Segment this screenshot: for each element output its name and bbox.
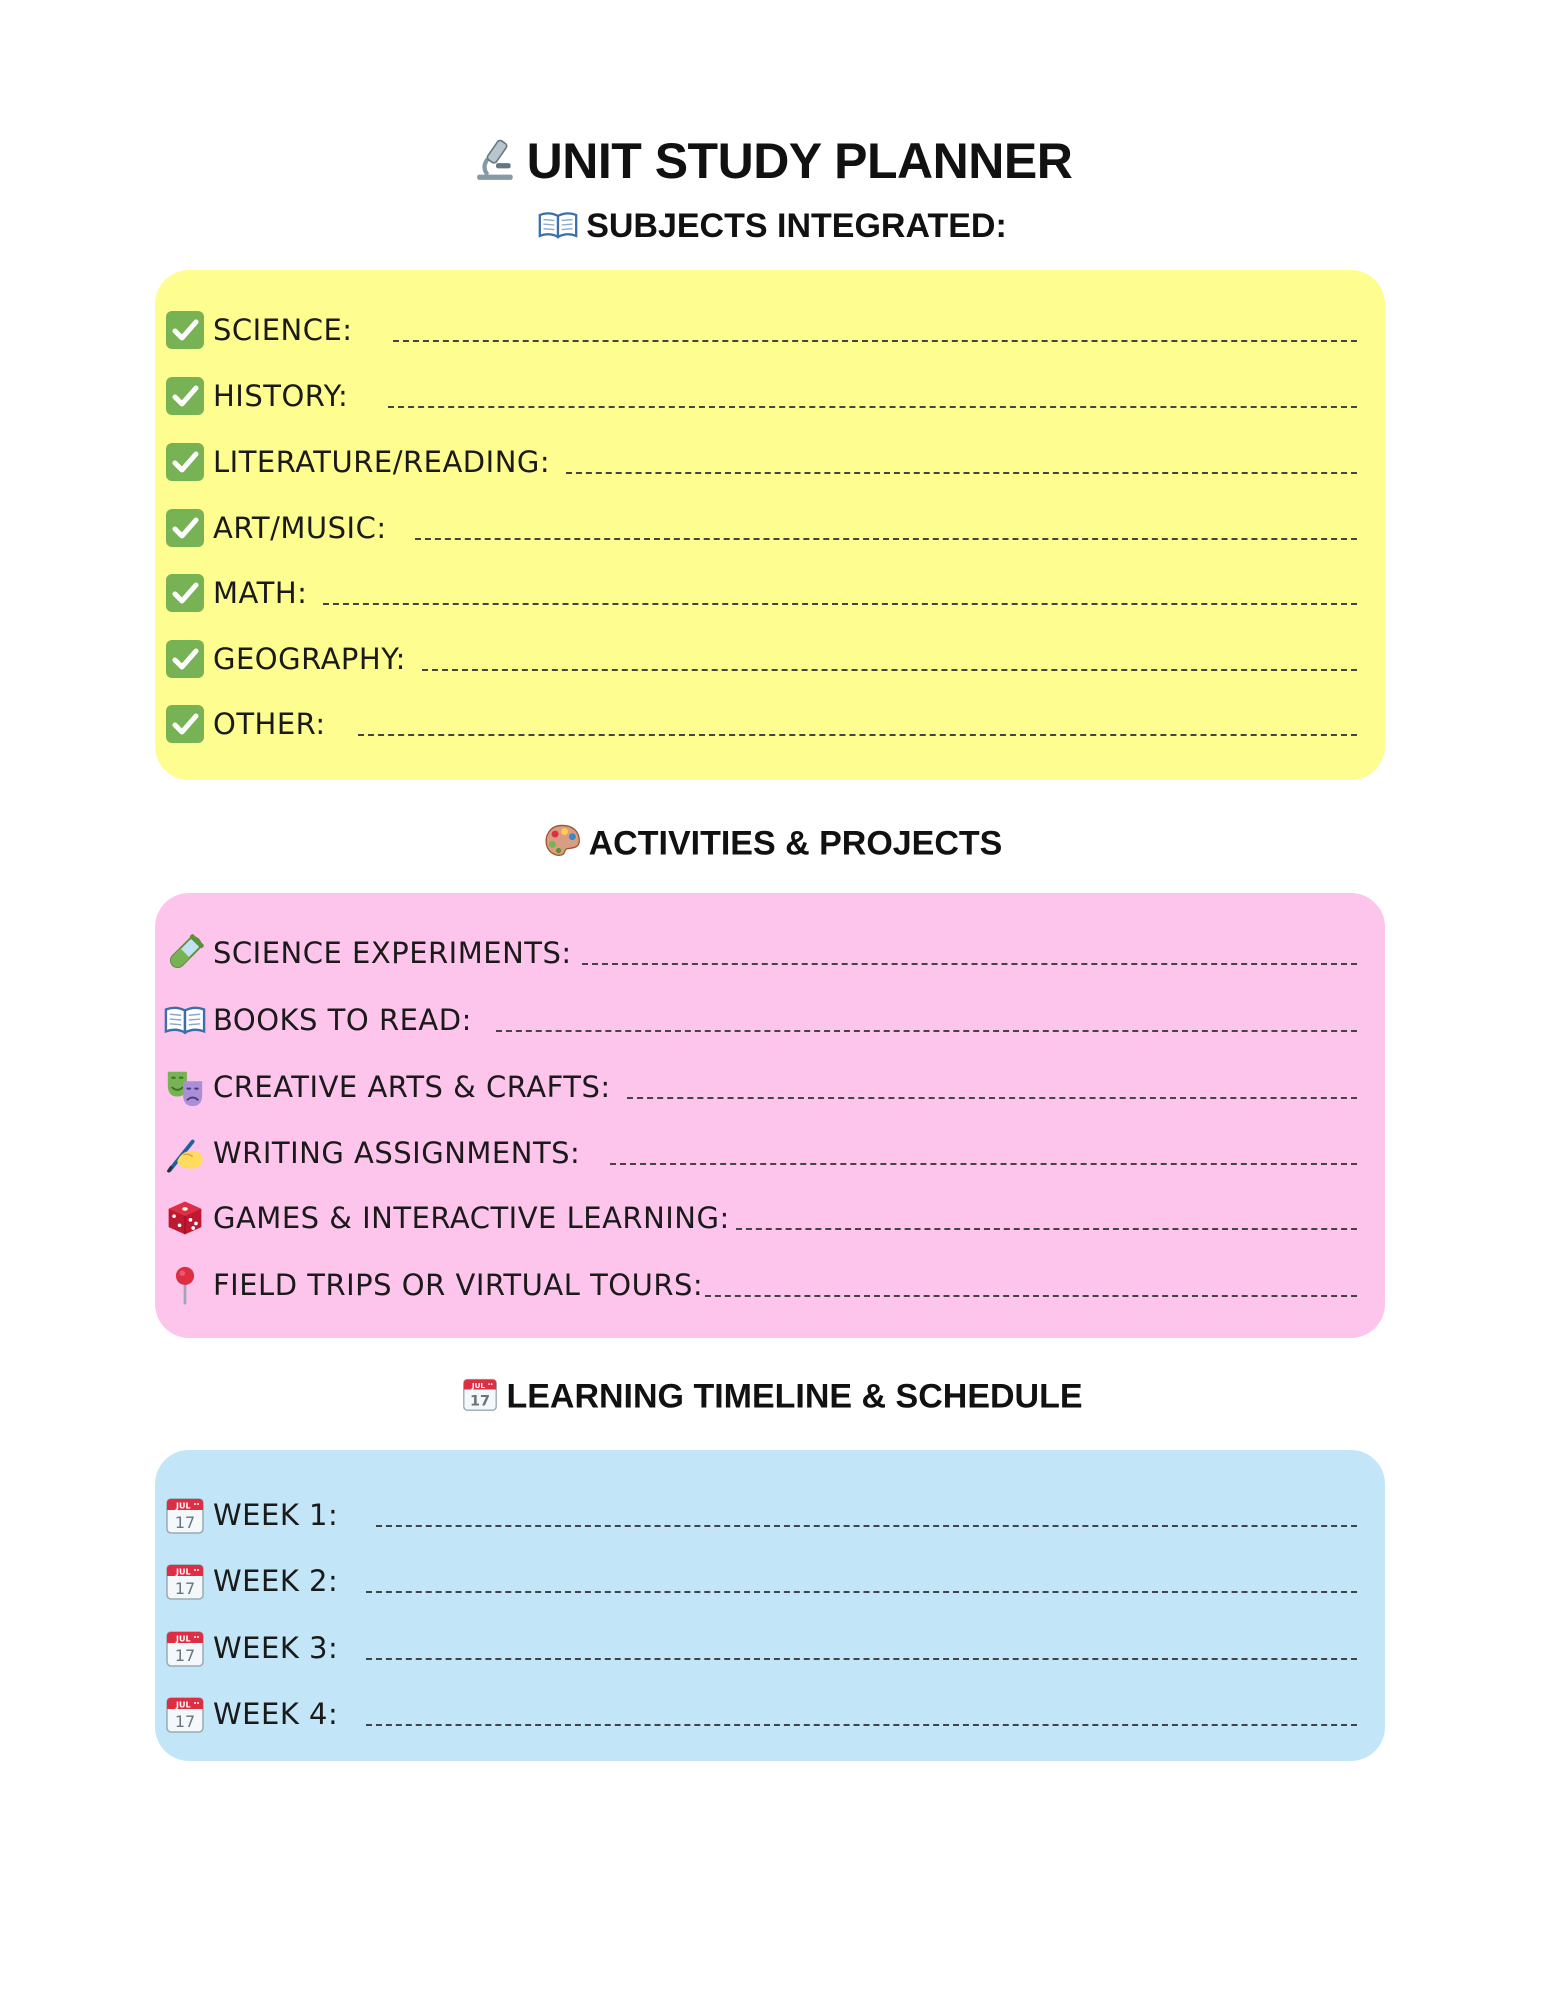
subjects-panel bbox=[155, 270, 1385, 780]
activities-heading-text: ACTIVITIES & PROJECTS bbox=[588, 824, 1003, 863]
activity-label: FIELD TRIPS OR VIRTUAL TOURS: bbox=[213, 1268, 704, 1302]
activity-fill-line[interactable] bbox=[627, 1097, 1357, 1099]
week-row-1 bbox=[163, 1491, 1357, 1539]
week-label: WEEK 3: bbox=[213, 1631, 339, 1665]
subject-fill-line[interactable] bbox=[323, 603, 1357, 605]
page-title-text: UNIT STUDY PLANNER bbox=[526, 133, 1073, 189]
check-box-icon[interactable] bbox=[163, 506, 207, 550]
activity-label: BOOKS TO READ: bbox=[213, 1003, 472, 1037]
activity-row-arts-crafts bbox=[163, 1063, 1357, 1111]
subject-fill-line[interactable] bbox=[388, 406, 1357, 408]
microscope-icon bbox=[473, 136, 519, 194]
subjects-heading bbox=[0, 207, 1545, 248]
subject-fill-line[interactable] bbox=[422, 669, 1357, 671]
subject-label: LITERATURE/READING: bbox=[213, 445, 551, 479]
palette-icon bbox=[543, 822, 581, 869]
activity-label: SCIENCE EXPERIMENTS: bbox=[213, 936, 572, 970]
subject-row-history bbox=[163, 372, 1357, 420]
calendar-icon bbox=[163, 1626, 207, 1670]
subjects-heading-text: SUBJECTS INTEGRATED: bbox=[586, 207, 1007, 245]
subject-fill-line[interactable] bbox=[358, 734, 1357, 736]
week-label: WEEK 4: bbox=[213, 1697, 339, 1731]
activity-row-games bbox=[163, 1194, 1357, 1242]
activities-panel bbox=[155, 893, 1385, 1338]
calendar-icon bbox=[163, 1493, 207, 1537]
subject-label: GEOGRAPHY: bbox=[213, 642, 406, 676]
check-box-icon[interactable] bbox=[163, 308, 207, 352]
activity-row-science-experiments bbox=[163, 929, 1357, 977]
week-fill-line[interactable] bbox=[366, 1591, 1357, 1593]
dice-icon bbox=[163, 1196, 207, 1240]
timeline-panel bbox=[155, 1450, 1385, 1761]
activity-fill-line[interactable] bbox=[582, 963, 1357, 965]
activity-row-books bbox=[163, 996, 1357, 1044]
timeline-heading bbox=[0, 1376, 1545, 1421]
week-label: WEEK 1: bbox=[213, 1498, 339, 1532]
writing-hand-icon bbox=[163, 1131, 207, 1175]
week-label: WEEK 2: bbox=[213, 1564, 339, 1598]
subject-fill-line[interactable] bbox=[393, 340, 1357, 342]
timeline-heading-text: LEARNING TIMELINE & SCHEDULE bbox=[506, 1377, 1083, 1416]
round-pushpin-icon bbox=[163, 1263, 207, 1307]
activity-label: GAMES & INTERACTIVE LEARNING: bbox=[213, 1201, 730, 1235]
subject-fill-line[interactable] bbox=[415, 538, 1357, 540]
activity-fill-line[interactable] bbox=[496, 1030, 1357, 1032]
subject-row-math bbox=[163, 569, 1357, 617]
subject-row-other bbox=[163, 700, 1357, 748]
subject-label: HISTORY: bbox=[213, 379, 349, 413]
activity-label: WRITING ASSIGNMENTS: bbox=[213, 1136, 581, 1170]
week-row-3 bbox=[163, 1624, 1357, 1672]
theater-masks-icon bbox=[163, 1065, 207, 1109]
open-book-icon bbox=[538, 209, 578, 248]
check-box-icon[interactable] bbox=[163, 702, 207, 746]
subject-row-science bbox=[163, 306, 1357, 354]
subject-row-art-music bbox=[163, 504, 1357, 552]
subject-label: MATH: bbox=[213, 576, 308, 610]
open-book-icon bbox=[163, 998, 207, 1042]
calendar-icon bbox=[163, 1692, 207, 1736]
check-box-icon[interactable] bbox=[163, 637, 207, 681]
test-tube-icon bbox=[163, 931, 207, 975]
subject-fill-line[interactable] bbox=[566, 472, 1357, 474]
week-row-4 bbox=[163, 1690, 1357, 1738]
activity-label: CREATIVE ARTS & CRAFTS: bbox=[213, 1070, 611, 1104]
activity-row-field-trips bbox=[163, 1261, 1357, 1309]
week-fill-line[interactable] bbox=[366, 1658, 1357, 1660]
calendar-icon bbox=[163, 1559, 207, 1603]
subject-label: OTHER: bbox=[213, 707, 326, 741]
activity-fill-line[interactable] bbox=[705, 1295, 1357, 1297]
check-box-icon[interactable] bbox=[163, 374, 207, 418]
check-box-icon[interactable] bbox=[163, 440, 207, 484]
check-box-icon[interactable] bbox=[163, 571, 207, 615]
subject-label: ART/MUSIC: bbox=[213, 511, 387, 545]
subject-label: SCIENCE: bbox=[213, 313, 353, 347]
subject-row-literature bbox=[163, 438, 1357, 486]
activity-fill-line[interactable] bbox=[610, 1163, 1357, 1165]
page-title bbox=[0, 132, 1545, 194]
activity-fill-line[interactable] bbox=[736, 1228, 1357, 1230]
week-fill-line[interactable] bbox=[376, 1525, 1357, 1527]
week-fill-line[interactable] bbox=[366, 1724, 1357, 1726]
calendar-icon bbox=[462, 1376, 498, 1421]
activities-heading bbox=[0, 822, 1545, 869]
week-row-2 bbox=[163, 1557, 1357, 1605]
subject-row-geography bbox=[163, 635, 1357, 683]
activity-row-writing bbox=[163, 1129, 1357, 1177]
